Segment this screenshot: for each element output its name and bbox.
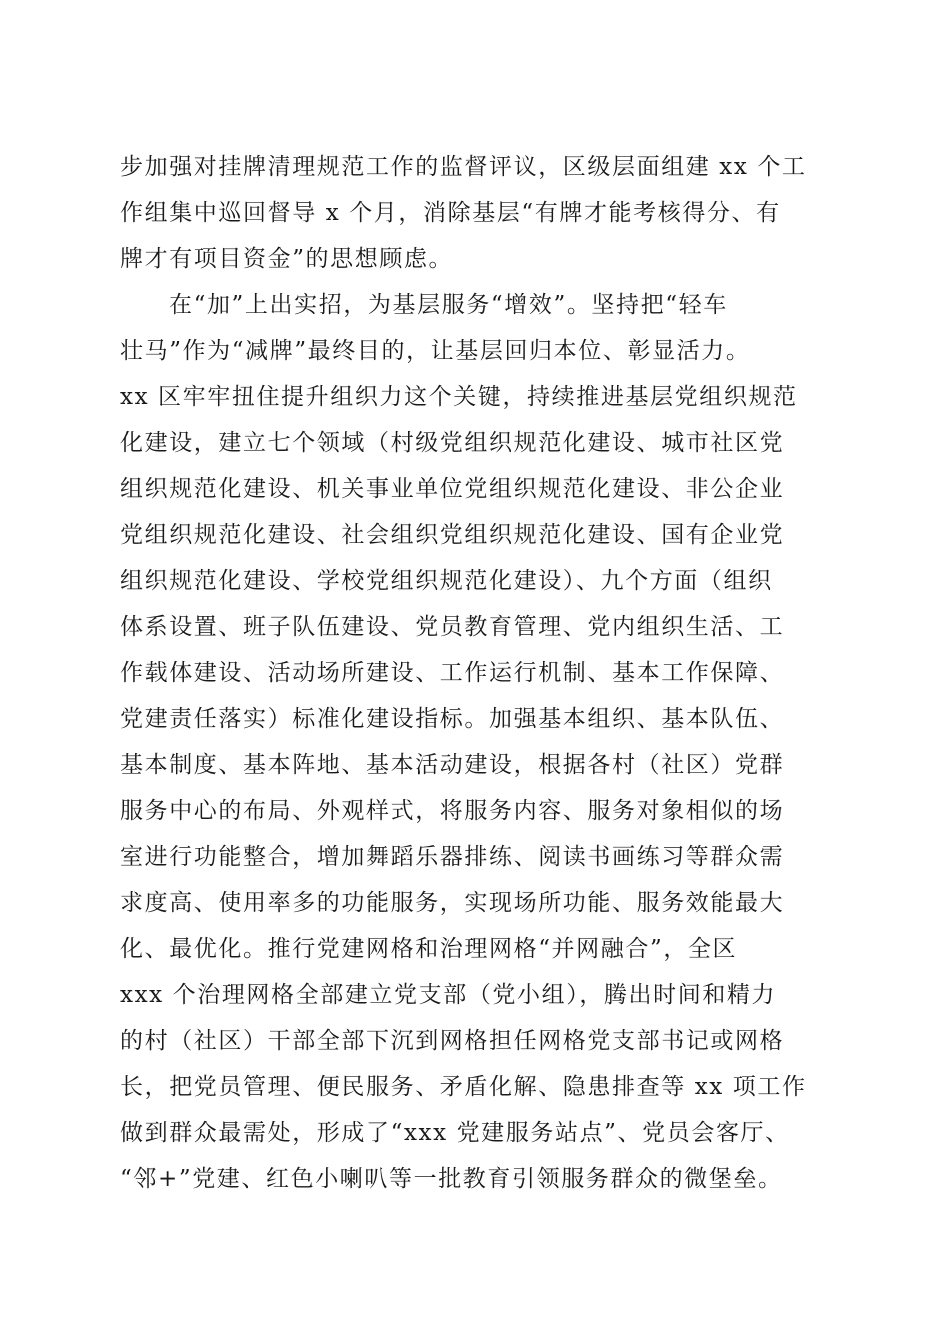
text-line: 做到群众最需处，形成了“xxx 党建服务站点”、党员会客厅、 xyxy=(120,1120,790,1146)
text-line: 体系设置、班子队伍建设、党员教育管理、党内组织生活、工 xyxy=(120,614,785,640)
text-line: 作组集中巡回督导 x 个月，消除基层“有牌才能考核得分、有 xyxy=(120,200,781,226)
text-line: 作载体建设、活动场所建设、工作运行机制、基本工作保障、 xyxy=(120,660,785,686)
text-line: 壮马”作为“减牌”最终目的，让基层回归本位、彰显活力。 xyxy=(120,338,751,364)
text-line: 的村（社区）干部全部下沉到网格担任网格党支部书记或网格 xyxy=(120,1028,785,1054)
text-line: 求度高、使用率多的功能服务，实现场所功能、服务效能最大 xyxy=(120,890,785,916)
text-line: 基本制度、基本阵地、基本活动建设，根据各村（社区）党群 xyxy=(120,752,785,778)
text-line: 牌才有项目资金”的思想顾虑。 xyxy=(120,246,454,272)
text-line: xxx 个治理网格全部建立党支部（党小组），腾出时间和精力 xyxy=(120,982,777,1008)
text-line: 化建设，建立七个领域（村级党组织规范化建设、城市社区党 xyxy=(120,430,785,456)
paragraph-first-line: 在“加”上出实招，为基层服务“增效”。坚持把“轻车 xyxy=(169,292,728,318)
text-line: 组织规范化建设、机关事业单位党组织规范化建设、非公企业 xyxy=(120,476,785,502)
text-line: 室进行功能整合，增加舞蹈乐器排练、阅读书画练习等群众需 xyxy=(120,844,785,870)
text-line: 组织规范化建设、学校党组织规范化建设）、九个方面（组织 xyxy=(120,568,773,594)
text-line: xx 区牢牢扭住提升组织力这个关键，持续推进基层党组织规范 xyxy=(120,384,798,410)
text-line: 党组织规范化建设、社会组织党组织规范化建设、国有企业党 xyxy=(120,522,785,548)
body-text xyxy=(120,144,830,1202)
text-line: 化、最优化。推行党建网格和治理网格“并网融合”，全区 xyxy=(120,936,738,962)
text-line: 步加强对挂牌清理规范工作的监督评议，区级层面组建 xx 个工 xyxy=(120,154,807,180)
text-line: 党建责任落实）标准化建设指标。加强基本组织、基本队伍、 xyxy=(120,706,785,732)
text-line: 服务中心的布局、外观样式，将服务内容、服务对象相似的场 xyxy=(120,798,785,824)
text-line: 长，把党员管理、便民服务、矛盾化解、隐患排查等 xx 项工作 xyxy=(120,1074,807,1100)
text-line: “邻+”党建、红色小喇叭等一批教育引领服务群众的微堡垒。 xyxy=(120,1166,783,1192)
